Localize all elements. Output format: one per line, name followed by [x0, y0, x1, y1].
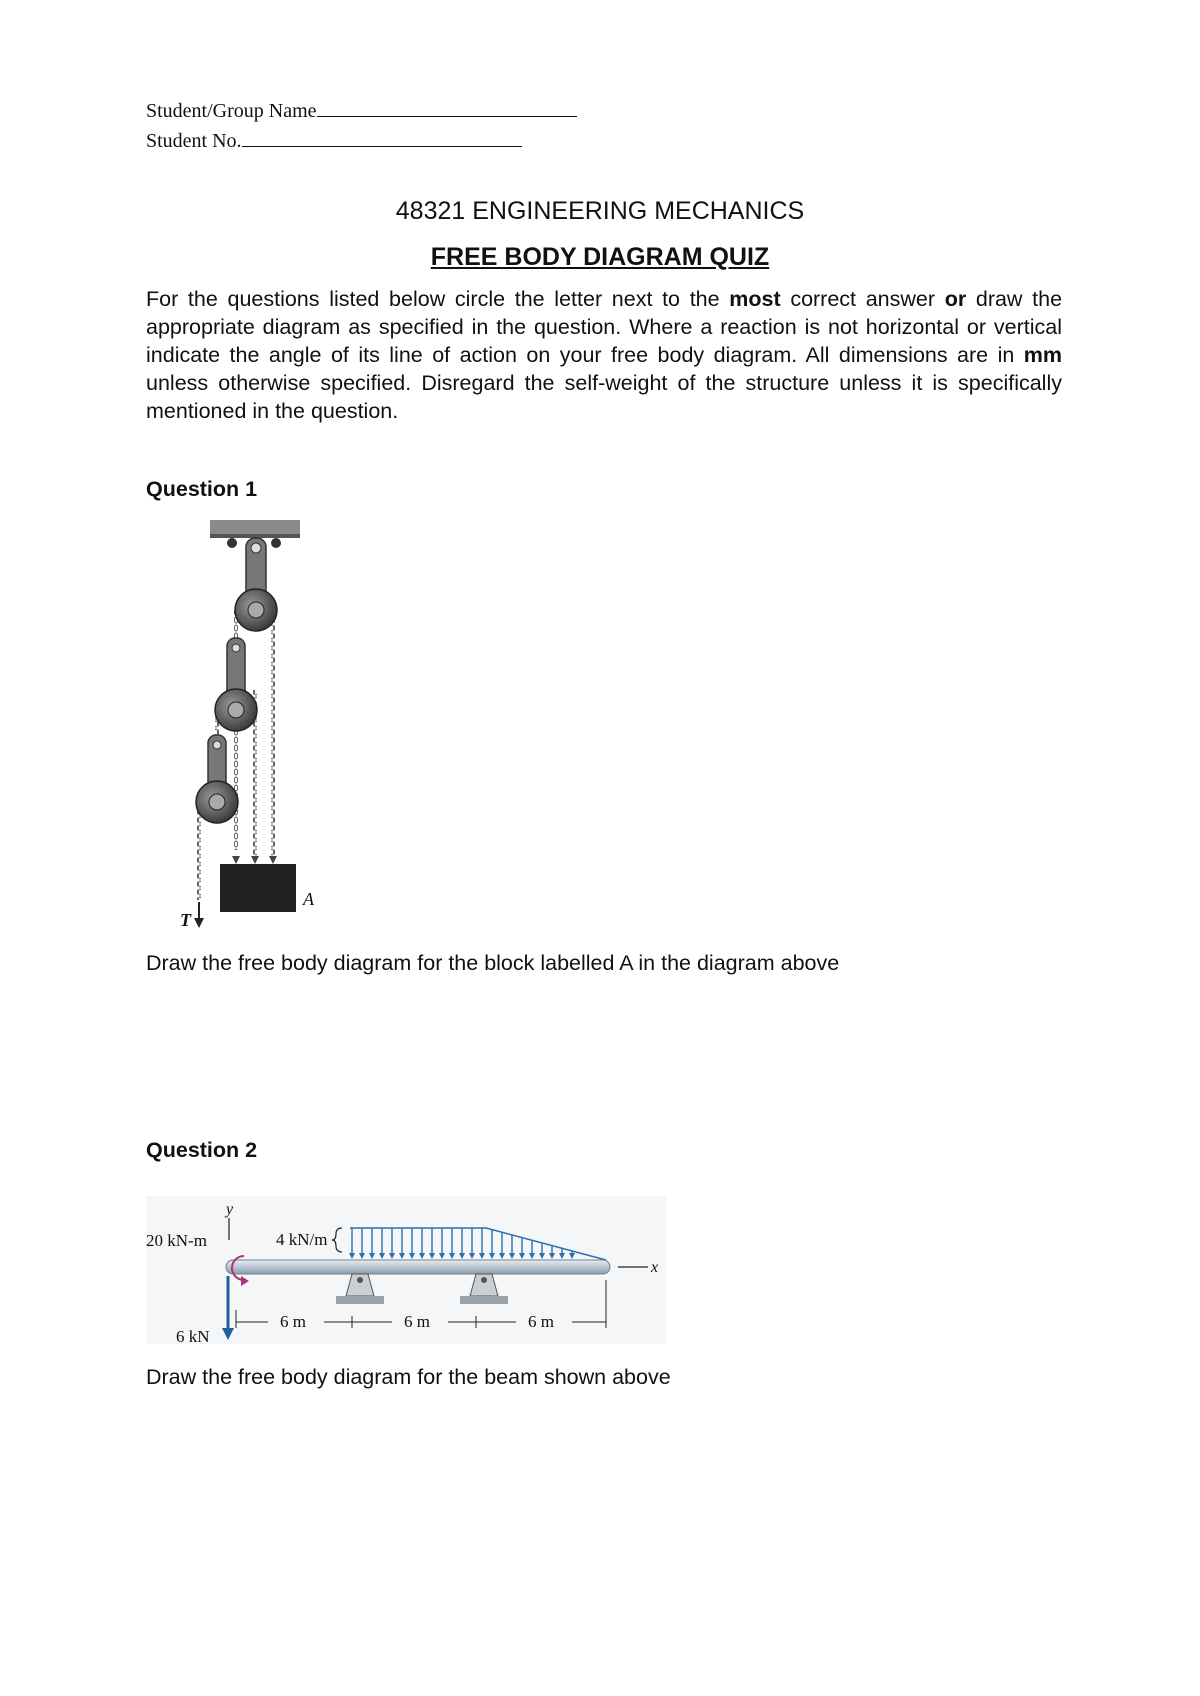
question-2-heading: Question 2	[146, 1138, 258, 1162]
beam-figure	[146, 1196, 666, 1346]
middle-pulley-hub	[228, 702, 244, 718]
bottom-pulley-hub	[209, 794, 225, 810]
instructions-emphasis: most	[729, 287, 781, 311]
tension-label: T	[180, 910, 191, 930]
moment-label: 20 kN-m	[146, 1231, 207, 1250]
chain-hook	[269, 856, 277, 864]
instructions-text: unless otherwise specified. Disregard the self-weight of the structure unless it is specifically mentioned in the question.	[146, 371, 1062, 423]
pulley-system-figure	[170, 520, 330, 930]
group-name-blank[interactable]	[317, 100, 577, 117]
instructions-text: For the questions listed below circle the letter next to the	[146, 287, 730, 311]
chain-segment	[271, 610, 275, 856]
group-name-field	[146, 100, 577, 123]
top-bracket-pin	[251, 543, 261, 553]
question-1-prompt: Draw the free body diagram for the block labelled A in the diagram above	[146, 951, 840, 975]
instructions-emphasis: or	[944, 287, 967, 311]
span-label-1: 6 m	[280, 1312, 306, 1331]
y-axis-label: y	[226, 1201, 234, 1218]
beam	[226, 1260, 610, 1274]
question-1-heading: Question 1	[146, 477, 258, 501]
student-no-blank[interactable]	[242, 130, 522, 147]
ceiling-bolt	[271, 538, 281, 548]
point-load-label: 6 kN	[176, 1327, 210, 1346]
middle-bracket-pin	[232, 644, 240, 652]
instructions-text: correct answer	[780, 287, 945, 311]
group-name-label: Student/Group Name	[146, 100, 317, 122]
chain-hook	[232, 856, 240, 864]
top-pulley-hub	[248, 602, 264, 618]
chain-hook	[251, 856, 259, 864]
span-label-3: 6 m	[528, 1312, 554, 1331]
instructions-emphasis: mm	[1023, 343, 1062, 367]
ceiling-bolt	[227, 538, 237, 548]
block-a	[220, 864, 296, 912]
quiz-title: FREE BODY DIAGRAM QUIZ	[430, 243, 770, 271]
distributed-load-label: 4 kN/m	[276, 1230, 328, 1249]
bottom-bracket-pin	[213, 741, 221, 749]
student-no-field	[146, 130, 522, 153]
student-no-label: Student No.	[146, 130, 242, 152]
course-title: 48321 ENGINEERING MECHANICS	[395, 197, 805, 225]
tension-arrow-head	[194, 918, 204, 928]
span-label-2: 6 m	[404, 1312, 430, 1331]
x-axis-label: x	[651, 1259, 659, 1276]
block-a-label: A	[303, 889, 314, 909]
instructions-paragraph	[146, 285, 1062, 425]
question-2-prompt: Draw the free body diagram for the beam shown above	[146, 1365, 671, 1389]
instructions-text: draw the appropriate diagram as specified in the question. Where a reaction is not horizontal or vertical indicate the angle of its line of action on your free body diagram. All dimensions are in	[146, 287, 1063, 367]
